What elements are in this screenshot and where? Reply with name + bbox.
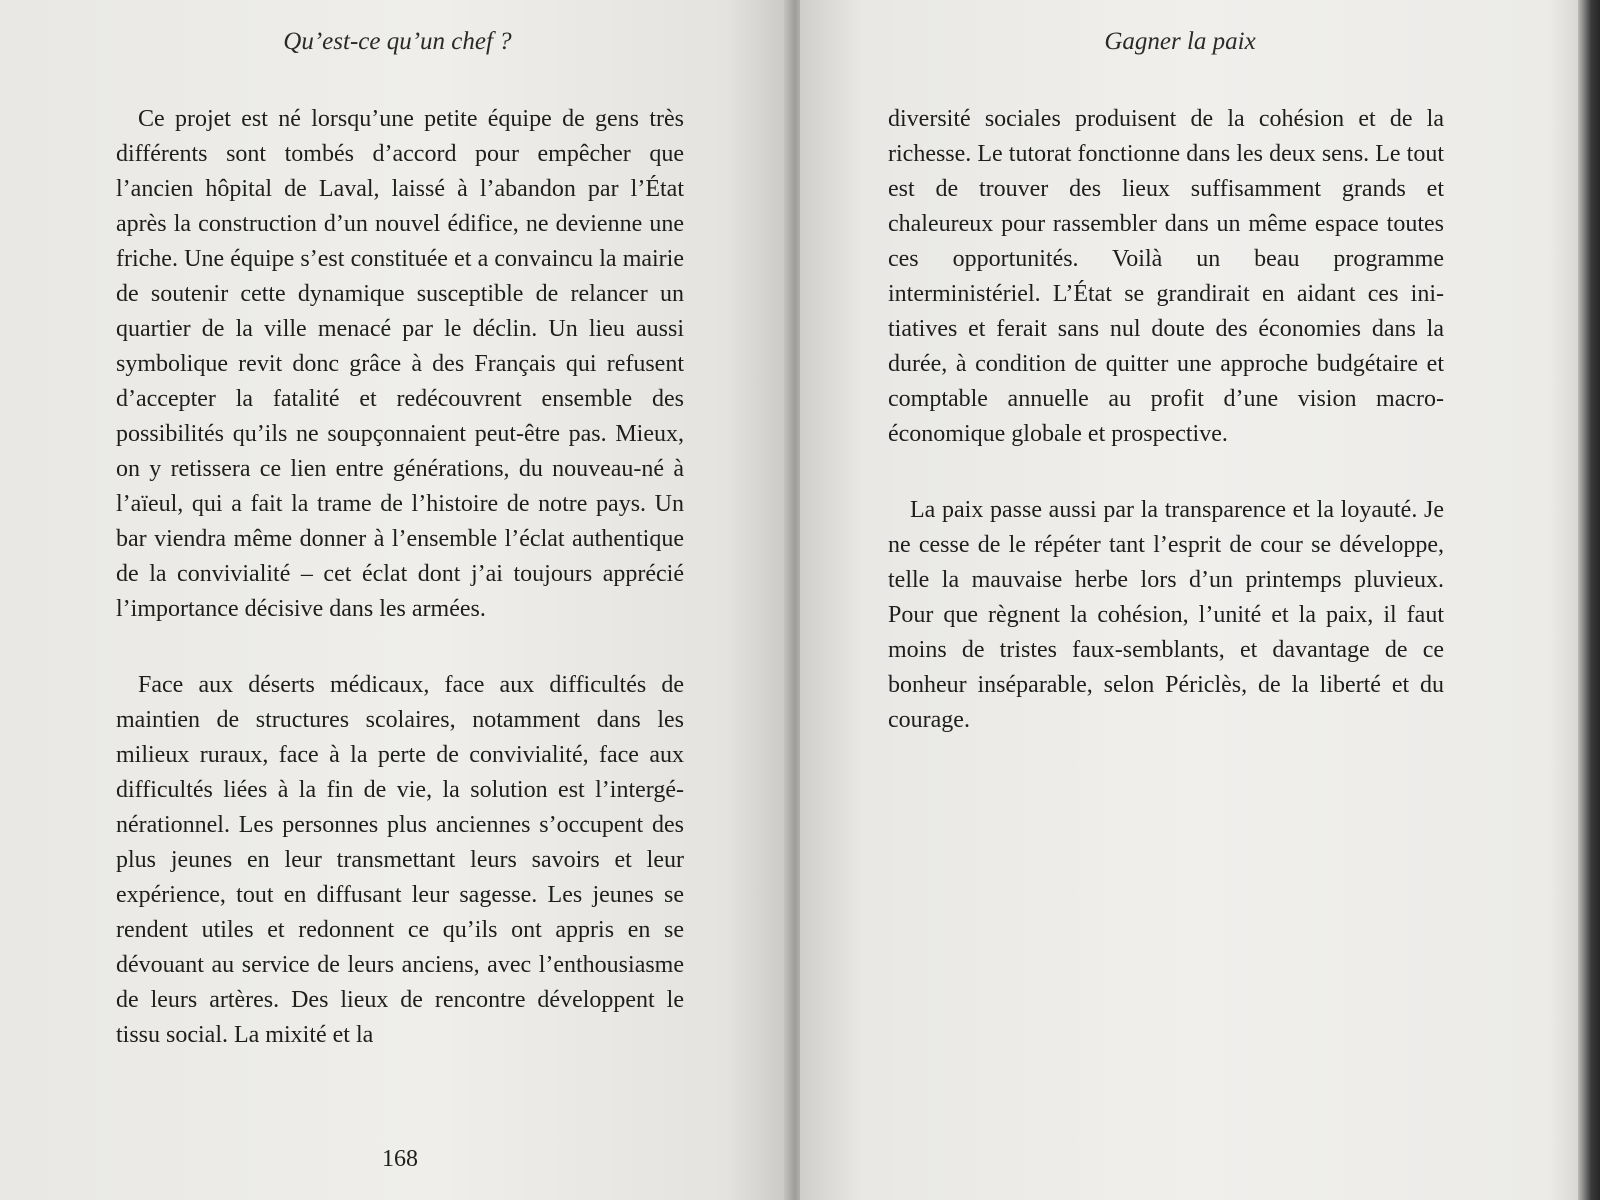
page-edge-shadow — [1578, 0, 1600, 1200]
right-paragraph: La paix passe aussi par la transparence et la loyauté. Je ne cesse de le répéter tant l’esprit de cour se développe, telle la mauvaise herbe lors d’un printemps pluvieux. Pour que règnent la cohésion, l’unité et la paix, il faut moins de tristes faux-semblants, et davantage de ce bonheur inséparable, selon Périclès, de la liberté et du courage. — [888, 497, 1444, 733]
left-body-text — [116, 102, 684, 1094]
right-page — [800, 0, 1580, 1200]
left-paragraph: Ce projet est né lorsqu’une petite équipe de gens très différents sont tombés d’accord pour empêcher que l’ancien hôpital de Laval, laissé à l’abandon par l’État après la construction d’un nouvel édifice, ne devienne une friche. Une équipe s’est constituée et a convaincu la mairie de soutenir cette dynamique susceptible de relancer un quartier de la ville menacé par le déclin. Un lieu aussi symbolique revit donc grâce à des Français qui refusent d’accepter la fatalité et redécouvrent ensemble des possibilités qu’ils ne soupçonnaient peut-être pas. Mieux, on y retissera ce lien entre générations, du nouveau-né à l’aïeul, qui a fait la trame de l’histoire de notre pays. Un bar viendra même donner à l’ensemble l’éclat authentique de la convivialité – cet éclat dont j’ai toujours apprécié l’importance décisive dans les armées. — [116, 106, 684, 622]
page-number: 168 — [382, 1146, 418, 1172]
left-page — [0, 0, 790, 1200]
left-running-head: Qu’est-ce qu’un chef ? — [283, 28, 512, 55]
right-running-head: Gagner la paix — [1104, 28, 1256, 55]
right-paragraph: diversité sociales produisent de la cohésion et de la richesse. Le tutorat fonctionne dans les deux sens. Le tout est de trouver des lieux suffisamment grands et chaleureux pour rassembler dans un même espace toutes ces opportunités. Voilà un beau programme interministériel. L’État se grandirait en aidant ces initiatives et ferait sans nul doute des économies dans la durée, à condition de quitter une approche budgétaire et comptable annuelle au profit d’une vision macro-économique globale et prospective. — [888, 106, 1444, 447]
right-body-text — [888, 102, 1444, 779]
left-paragraph: Face aux déserts médicaux, face aux difficultés de maintien de structures scolaires, notamment dans les milieux ruraux, face à la perte de convivialité, face aux difficultés liées à la fin de vie, la solution est l’intergénérationnel. Les personnes plus anciennes s’occupent des plus jeunes en leur transmettant leurs savoirs et leur expérience, tout en diffusant leur sagesse. Les jeunes se rendent utiles et redonnent ce qu’ils ont appris en se dévouant au service de leurs anciens, avec l’enthousiasme de leurs artères. Des lieux de rencontre développent le tissu social. La mixité et la — [116, 672, 684, 1048]
